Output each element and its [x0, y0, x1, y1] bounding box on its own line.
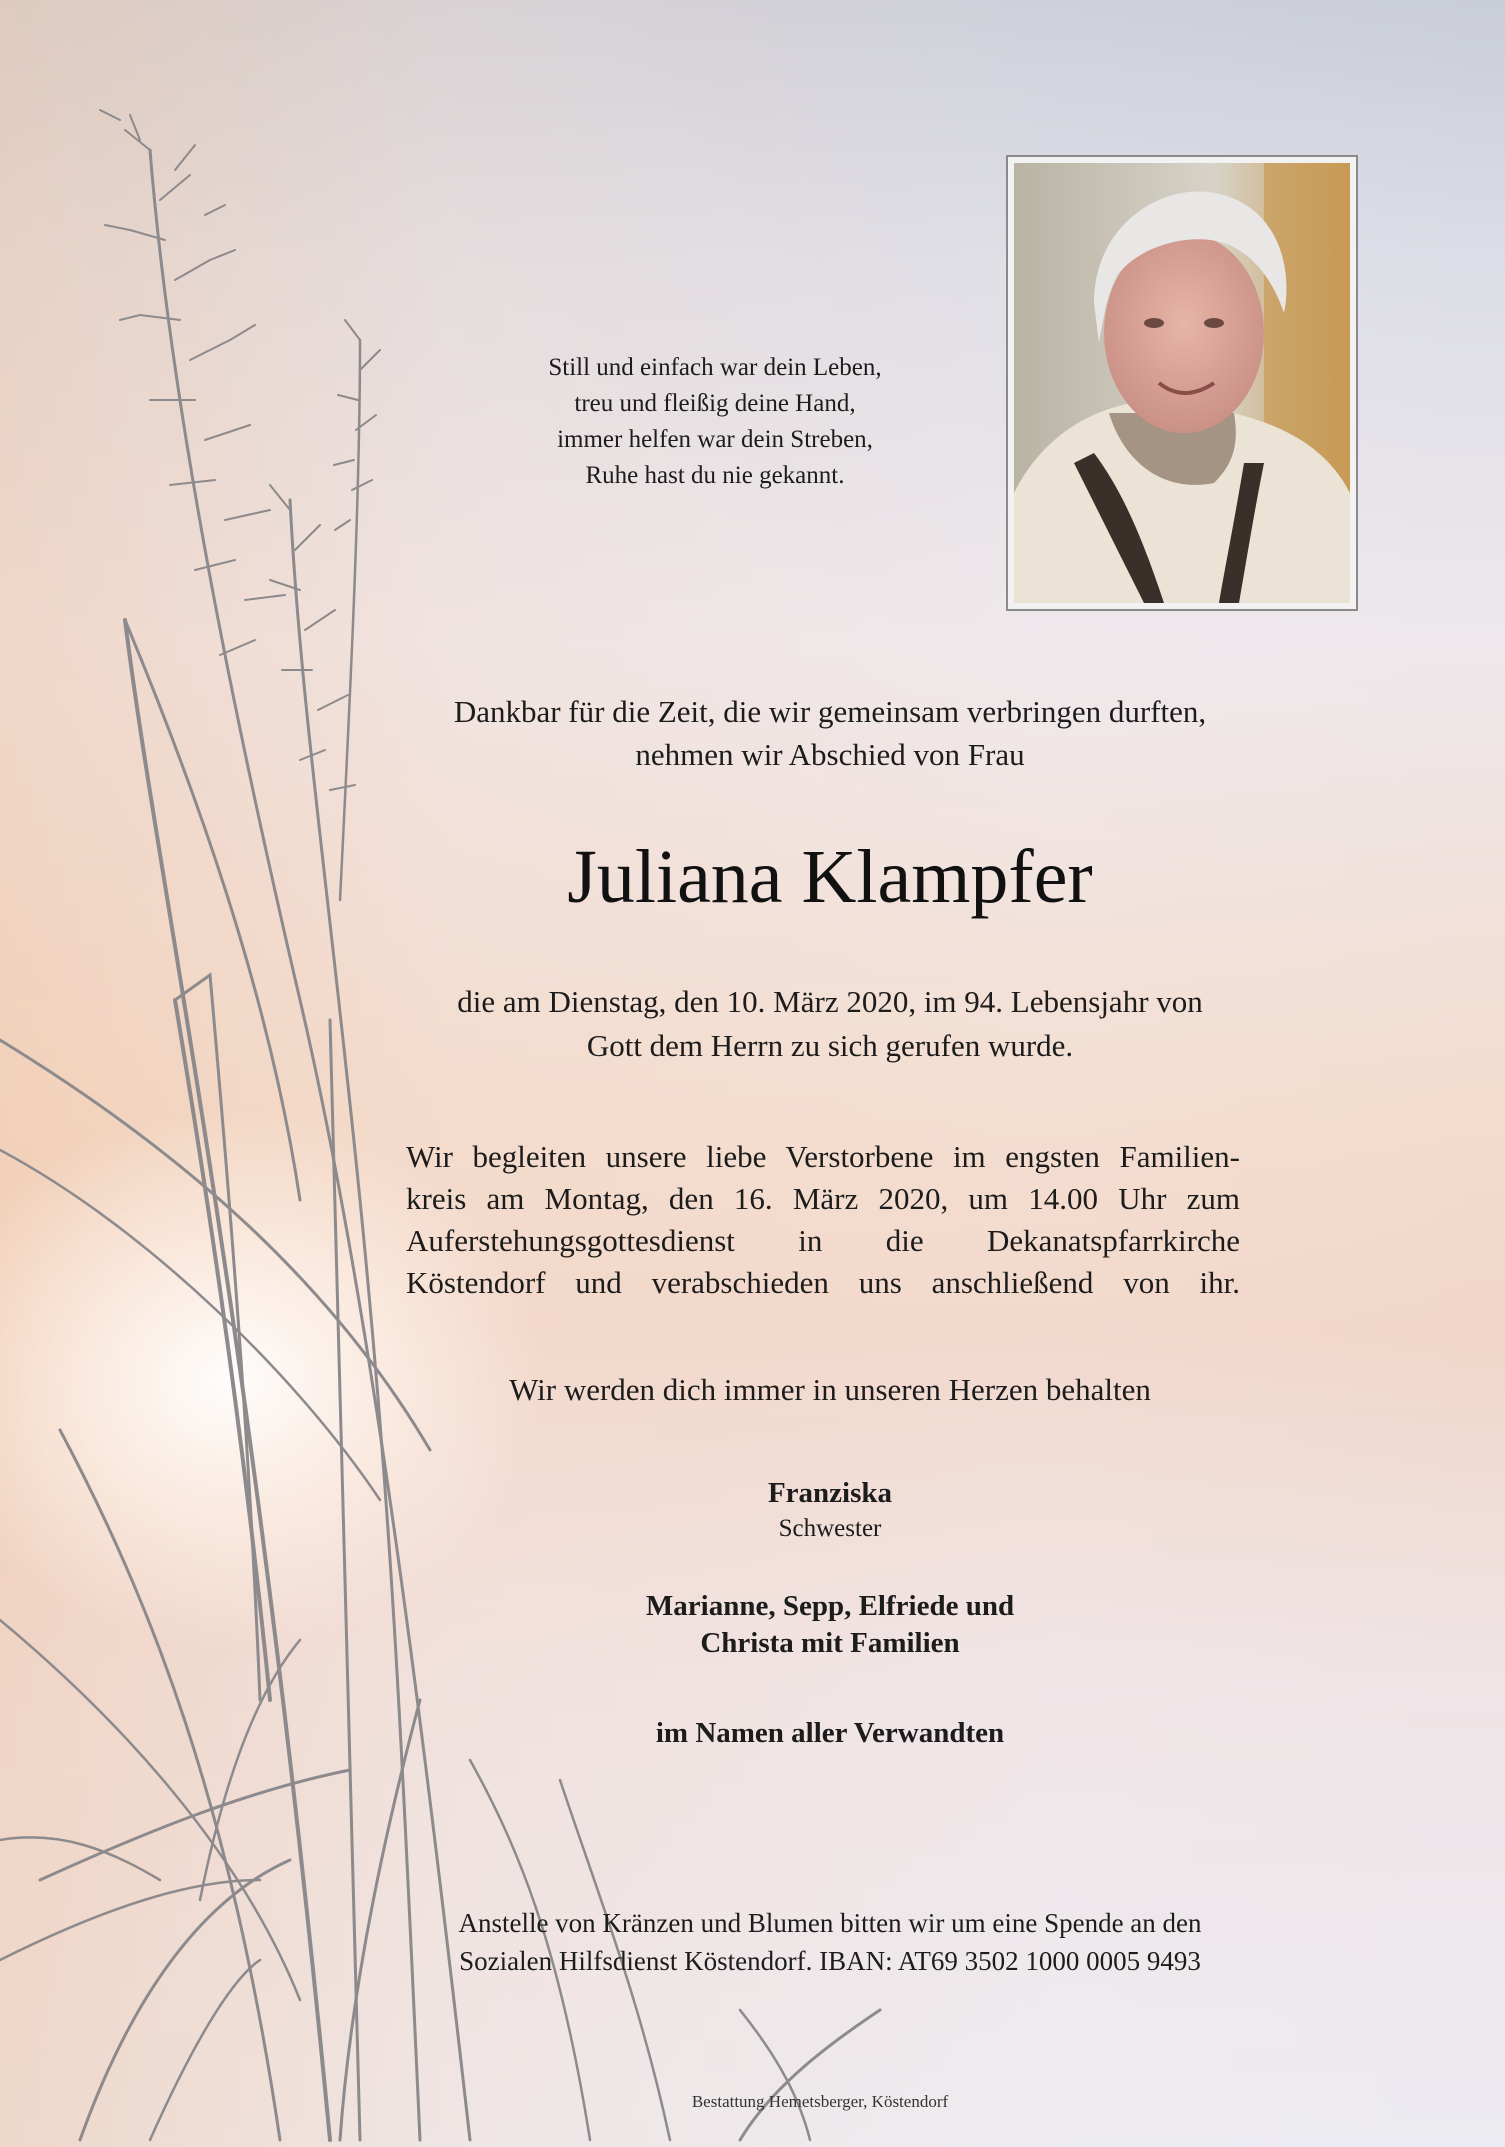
- intro-line: Dankbar für die Zeit, die wir gemeinsam verbringen durften,: [453, 694, 1207, 729]
- deceased-name: Juliana Klampfer: [567, 835, 1093, 919]
- closing-line: im Namen aller Verwandten: [655, 1717, 1005, 1749]
- family-group-line: Christa mit Familien: [700, 1627, 960, 1659]
- intro-text: [390, 690, 1270, 776]
- mourner-name: Franziska: [767, 1477, 893, 1509]
- death-notice: [390, 980, 1270, 1068]
- funeral-info-line: Köstendorf und verabschieden uns anschließend von ihr.: [406, 1265, 1240, 1300]
- family-group: [390, 1588, 1270, 1662]
- poem-line: Ruhe hast du nie gekannt.: [585, 462, 845, 489]
- funeral-info-line: Auferstehungsgottesdienst in die Dekanatspfarrkirche: [406, 1223, 1240, 1258]
- poem-line: immer helfen war dein Streben,: [557, 426, 873, 453]
- memorial-poem: [460, 350, 970, 494]
- funeral-info-line: Wir begleiten unsere liebe Verstorbene im engsten Familien-: [406, 1139, 1240, 1174]
- mourner-relation: Schwester: [778, 1515, 882, 1542]
- portrait-photo-icon: [1014, 163, 1350, 603]
- donation-request: [380, 1904, 1280, 1980]
- portrait-photo-frame: [1006, 155, 1358, 611]
- funeral-info: [406, 1136, 1240, 1304]
- intro-line: nehmen wir Abschied von Frau: [635, 737, 1025, 772]
- poem-line: treu und fleißig deine Hand,: [574, 390, 856, 417]
- funeral-info-line: kreis am Montag, den 16. März 2020, um 14.00 Uhr zum: [406, 1181, 1240, 1216]
- family-group-line: Marianne, Sepp, Elfriede und: [645, 1590, 1015, 1622]
- death-notice-line: die am Dienstag, den 10. März 2020, im 94. Lebensjahr von: [457, 984, 1203, 1019]
- funeral-home-footer: Bestattung Hemetsberger, Köstendorf: [691, 2092, 949, 2111]
- donation-line: Anstelle von Kränzen und Blumen bitten wir um eine Spende an den: [458, 1908, 1202, 1938]
- heart-line: Wir werden dich immer in unseren Herzen behalten: [509, 1372, 1151, 1407]
- death-notice-line: Gott dem Herrn zu sich gerufen wurde.: [586, 1028, 1074, 1063]
- poem-line: Still und einfach war dein Leben,: [548, 354, 882, 381]
- donation-line: Sozialen Hilfsdienst Köstendorf. IBAN: AT69 3502 1000 0005 9493: [459, 1946, 1201, 1976]
